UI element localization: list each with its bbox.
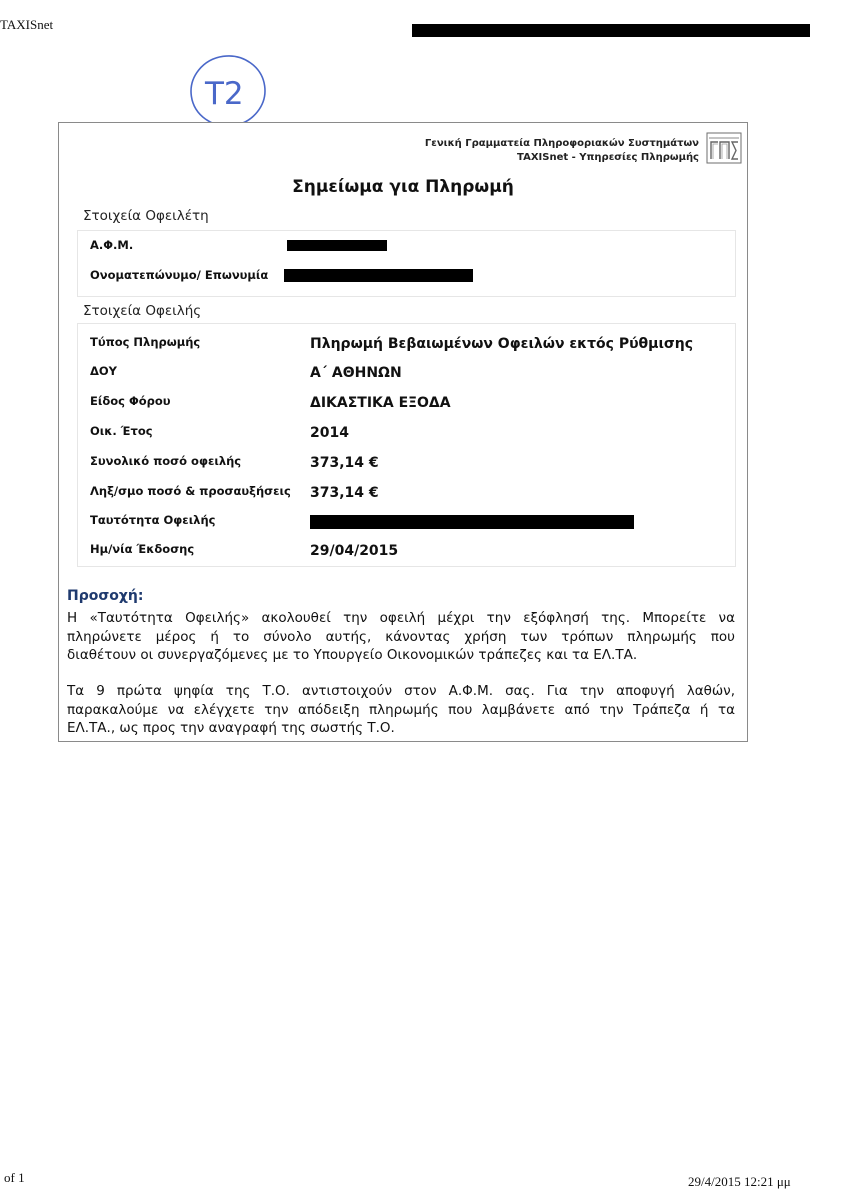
debt-row-debt-id [59,510,747,532]
row-label: Οικ. Έτος [90,424,153,438]
notice-line: Η «Ταυτότητα Οφειλής» ακολουθεί την οφειλή μέχρι την εξόφλησή της. Μπορείτε να [67,610,735,626]
debt-row-overdue-amount [59,481,747,503]
row-value: 373,14 € [310,455,379,471]
payment-note-box [58,122,748,742]
debt-row-total-amount [59,451,747,473]
notice-line: Τα 9 πρώτα ψηφία της Τ.Ο. αντιστοιχούν στον Α.Φ.Μ. σας. Για την αποφυγή λαθών, [67,683,735,699]
redaction-bar [310,515,634,529]
row-value: Α΄ ΑΘΗΝΩΝ [310,365,402,381]
page-title: Σημείωμα για Πληρωμή [292,177,514,197]
debt-row-issue-date [59,539,747,561]
row-label: ΔΟΥ [90,364,118,378]
row-label: Ληξ/σμο ποσό & προσαυξήσεις [90,484,291,498]
notice-line: ΕΛ.ΤΑ., ως προς την αναγραφή της σωστής Τ.Ο. [67,720,395,736]
print-footer-timestamp: 29/4/2015 12:21 μμ [688,1174,791,1189]
handwritten-mark-text: T2 [205,76,244,112]
row-label: Ταυτότητα Οφειλής [90,513,216,527]
redaction-bar [287,240,387,251]
debt-row-fiscal-year [59,421,747,443]
row-label: Είδος Φόρου [90,394,171,408]
issuer-name: Γενική Γραμματεία Πληροφοριακών Συστημάτων [424,138,699,149]
debt-section-heading: Στοιχεία Οφειλής [83,303,202,319]
row-value: 29/04/2015 [310,543,399,559]
notice-line: παρακαλούμε να ελέγχετε την απόδειξη πληρωμής που λαμβάνετε από την Τράπεζα ή τα [67,701,735,718]
debt-row-tax-type [59,391,747,413]
redaction-bar [412,24,810,37]
redaction-bar [284,269,473,282]
row-label: Ημ/νία Έκδοσης [90,542,195,556]
debt-row-tax-office [59,361,747,383]
notice-line: διαθέτουν οι συνεργαζόμενες με το Υπουργείο Οικονομικών τράπεζες και τα ΕΛ.ΤΑ. [67,647,638,663]
notice-paragraph [67,682,735,738]
row-value: Πληρωμή Βεβαιωμένων Οφειλών εκτός Ρύθμισης [310,336,694,352]
print-header-source: TAXISnet [0,17,54,32]
name-label: Ονοματεπώνυμο/ Επωνυμία [90,268,269,282]
row-label: Τύπος Πληρωμής [90,335,201,349]
print-footer-page: of 1 [4,1170,25,1185]
handwritten-mark [186,52,272,132]
row-value: 2014 [310,425,349,441]
debt-row-payment-type [59,332,747,354]
debtor-row-name [59,265,747,287]
debtor-section-heading: Στοιχεία Οφειλέτη [83,208,209,224]
issuer-service: TAXISnet - Υπηρεσίες Πληρωμής [517,152,699,163]
ggps-logo-icon [706,132,742,164]
notice-heading: Προσοχή: [67,588,144,604]
debtor-row-afm [59,235,747,257]
row-value: 373,14 € [310,485,379,501]
row-label: Συνολικό ποσό οφειλής [90,454,242,468]
notice-line: πληρώνετε μέρος ή το σύνολο αυτής, κάνοντας χρήση των τρόπων πληρωμής που [67,628,735,645]
notice-paragraph [67,609,735,665]
row-value: ΔΙΚΑΣΤΙΚΑ ΕΞΟΔΑ [310,395,451,411]
afm-label: Α.Φ.Μ. [90,238,134,252]
